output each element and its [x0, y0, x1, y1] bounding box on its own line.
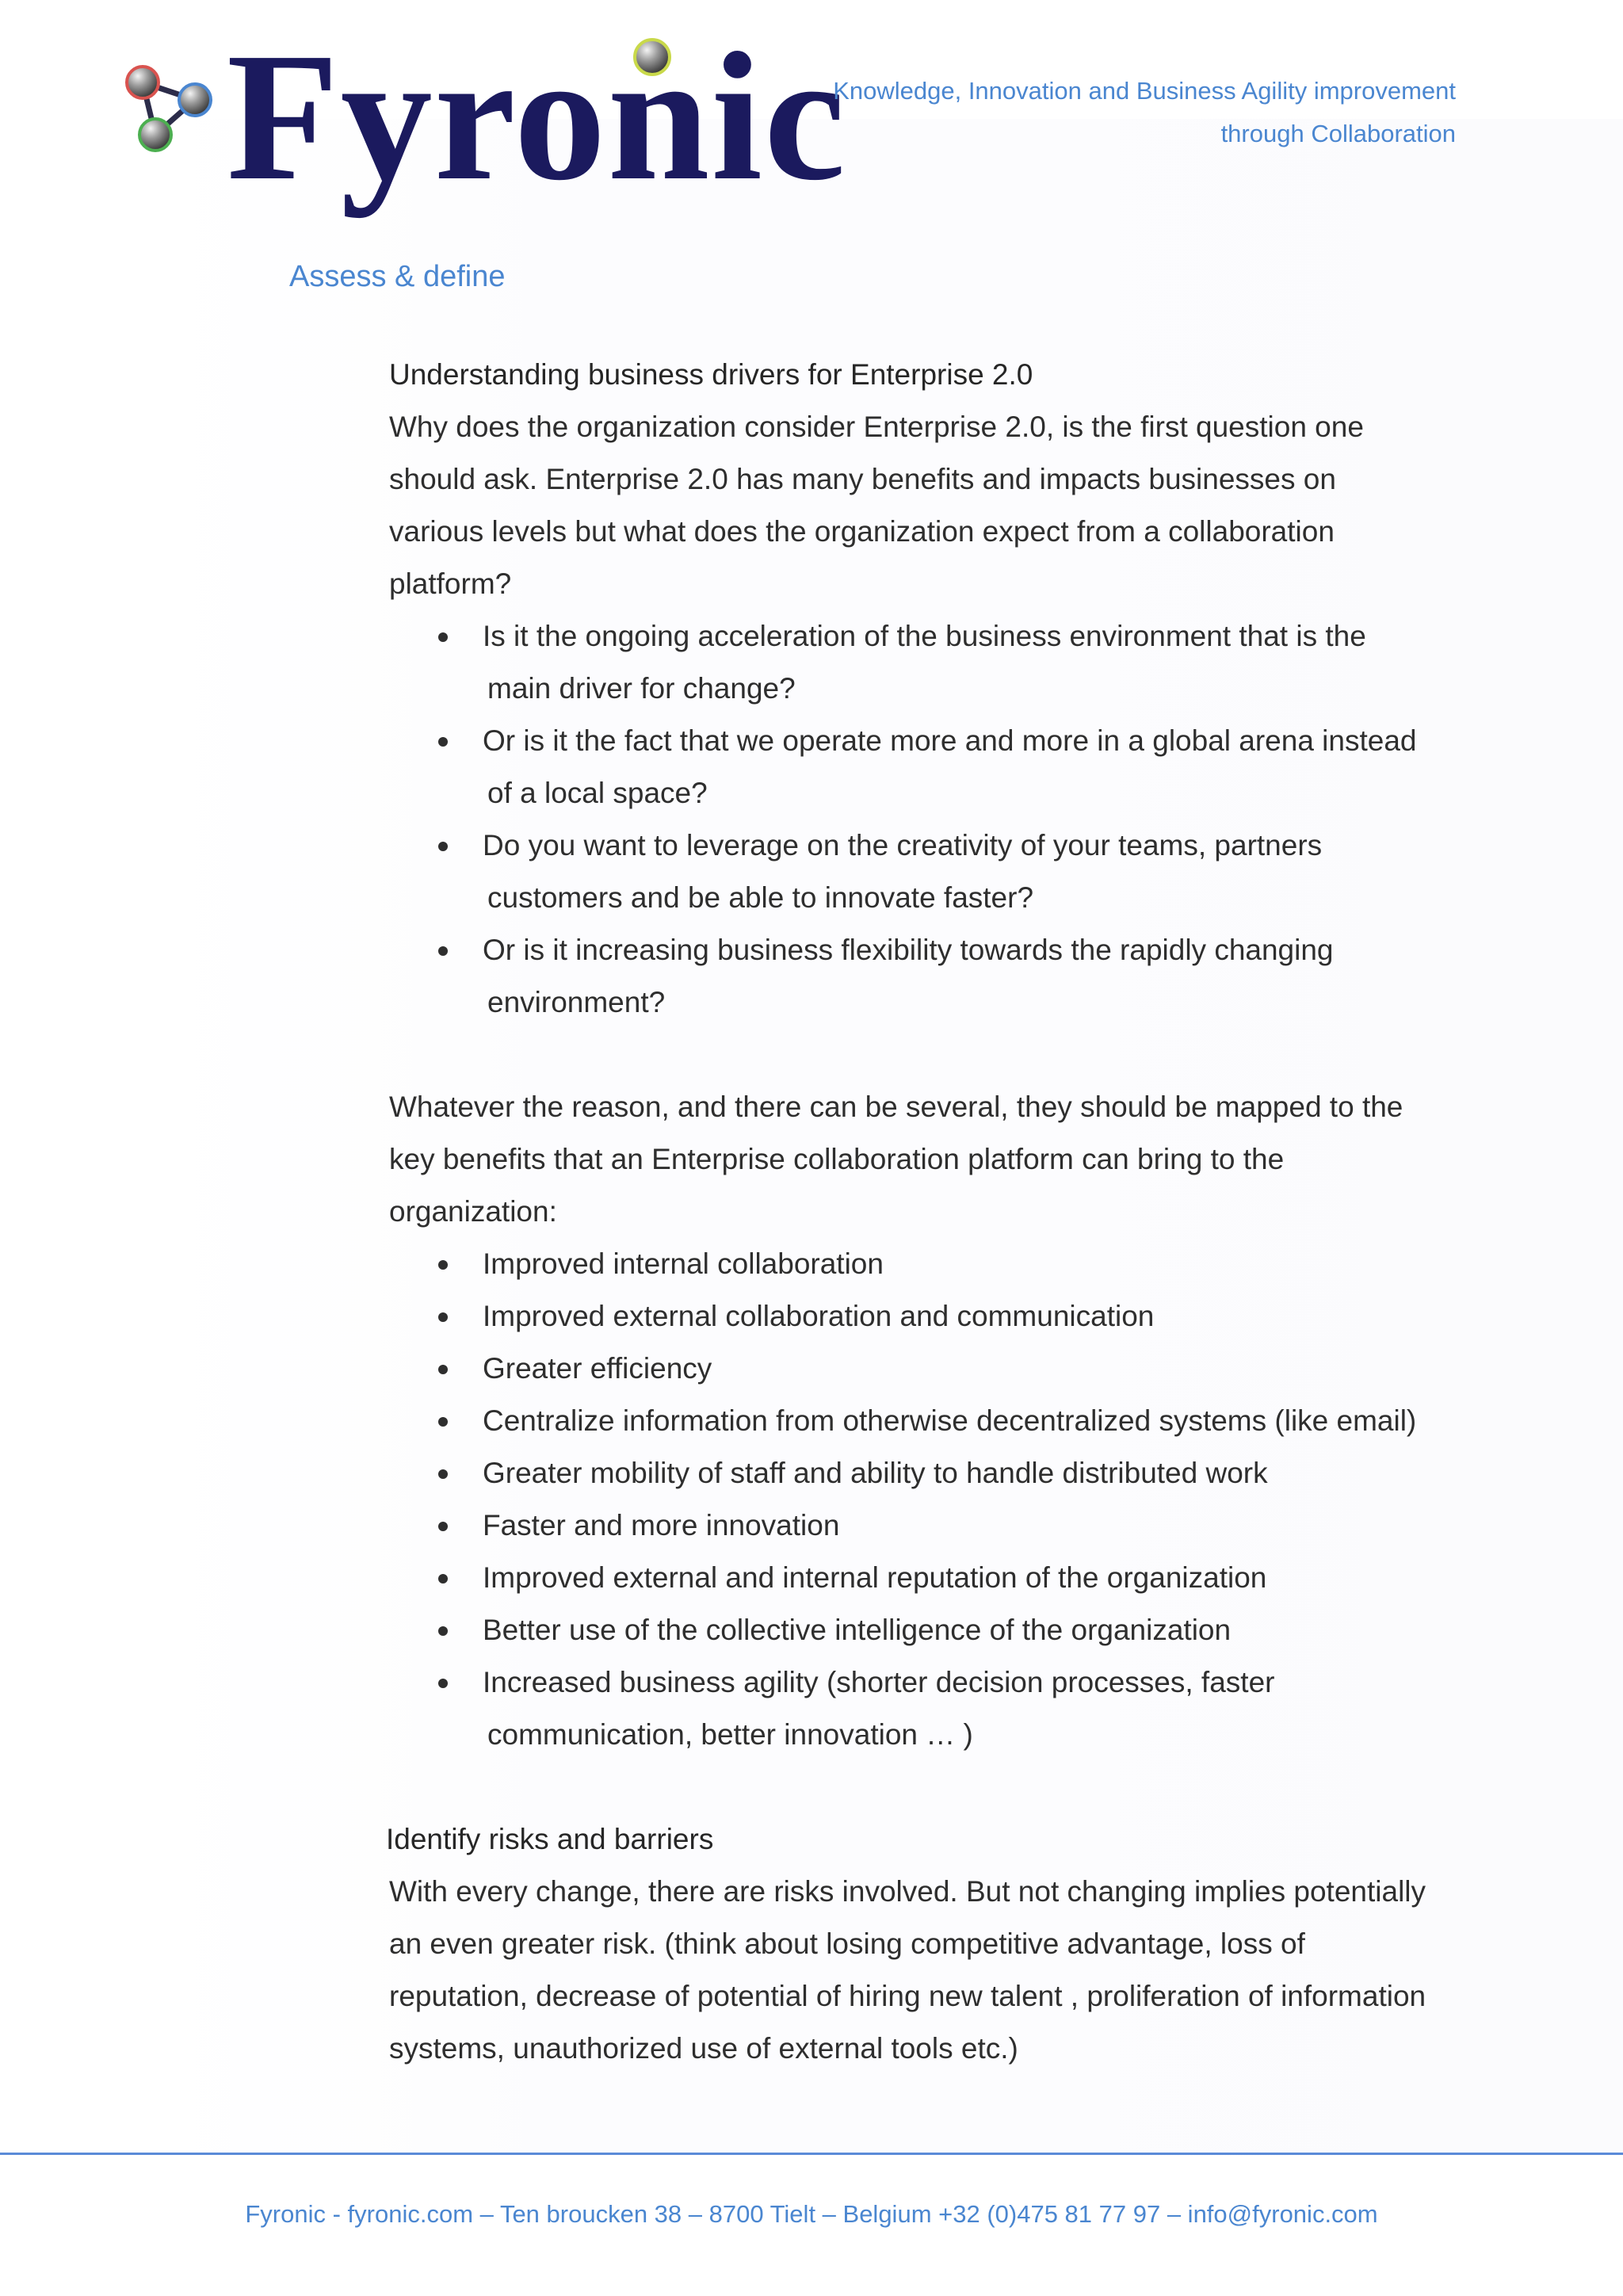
section-title: Assess & define: [289, 260, 506, 293]
drivers-heading: Understanding business drivers for Enterprise 2.0: [389, 358, 1033, 391]
footer-divider: [0, 2153, 1623, 2155]
risks-heading: Identify risks and barriers: [386, 1823, 714, 1855]
paragraph-line: key benefits that an Enterprise collaboration platform can bring to the: [389, 1143, 1285, 1175]
bullet-icon: [438, 842, 448, 851]
logo-wordmark: Fyronic: [227, 15, 847, 219]
bullet-icon: [438, 1365, 448, 1374]
list-item-text: Is it the ongoing acceleration of the business environment that is the: [483, 620, 1366, 652]
benefits-intro: [389, 1081, 1499, 1238]
list-item-text: Improved external and internal reputation of the organization: [483, 1561, 1267, 1594]
paragraph-line: various levels but what does the organization expect from a collaboration: [389, 515, 1335, 548]
bullet-icon: [438, 1260, 448, 1270]
paragraph-line: Whatever the reason, and there can be several, they should be mapped to the: [389, 1091, 1403, 1123]
list-item: [389, 715, 1499, 819]
list-item: [389, 1343, 1499, 1395]
bullet-icon: [438, 1626, 448, 1636]
list-item-text: of a local space?: [487, 777, 708, 809]
drivers-question-list: [389, 610, 1499, 1029]
paragraph-line: reputation, decrease of potential of hiring new talent , proliferation of information: [389, 1980, 1426, 2012]
bullet-icon: [438, 1469, 448, 1479]
list-item: [389, 1395, 1499, 1447]
tagline-line: Knowledge, Innovation and Business Agility improvement: [833, 77, 1456, 105]
list-item-text: Greater mobility of staff and ability to handle distributed work: [483, 1457, 1268, 1489]
list-item: [389, 1499, 1499, 1552]
paragraph-line: should ask. Enterprise 2.0 has many benefits and impacts businesses on: [389, 463, 1336, 495]
list-item-text: communication, better innovation … ): [487, 1718, 973, 1751]
list-item-text: Or is it increasing business flexibility towards the rapidly changing: [483, 934, 1334, 966]
list-item: [389, 1604, 1499, 1656]
bullet-icon: [438, 1679, 448, 1688]
risks-paragraph: [389, 1866, 1499, 2075]
bullet-icon: [438, 737, 448, 747]
bullet-icon: [438, 632, 448, 642]
list-item-text: Or is it the fact that we operate more and more in a global arena instead: [483, 724, 1417, 757]
list-item: [389, 1238, 1499, 1290]
paragraph-line: platform?: [389, 567, 512, 600]
spacer: [389, 1761, 1499, 1813]
list-item-text: customers and be able to innovate faster?: [487, 881, 1034, 914]
list-item: [389, 819, 1499, 924]
tagline: [743, 70, 1456, 155]
list-item-text: Greater efficiency: [483, 1352, 712, 1385]
list-item: [389, 610, 1499, 715]
paragraph-line: systems, unauthorized use of external tools etc.): [389, 2032, 1018, 2065]
bullet-icon: [438, 1574, 448, 1584]
spacer: [389, 1029, 1499, 1081]
paragraph-line: an even greater risk. (think about losing competitive advantage, loss of: [389, 1927, 1305, 1960]
paragraph-line: With every change, there are risks involved. But not changing implies potentially: [389, 1875, 1426, 1908]
list-item-text: Faster and more innovation: [483, 1509, 840, 1541]
list-item: [389, 1290, 1499, 1343]
fyronic-logo: [120, 15, 847, 219]
list-item-text: Do you want to leverage on the creativity of your teams, partners: [483, 829, 1323, 861]
tagline-line: through Collaboration: [1220, 120, 1456, 147]
list-item-text: Increased business agility (shorter decision processes, faster: [483, 1666, 1275, 1698]
footer-contact: Fyronic - fyronic.com – Ten broucken 38 – 8700 Tielt – Belgium +32 (0)475 81 77 97 – info@fyronic.com: [245, 2200, 1378, 2228]
document-body: [386, 349, 1499, 2075]
list-item-text: Centralize information from otherwise decentralized systems (like email): [483, 1404, 1417, 1437]
list-item: [389, 1447, 1499, 1499]
list-item: [389, 924, 1499, 1029]
drivers-intro: [389, 401, 1499, 610]
list-item-text: environment?: [487, 986, 666, 1018]
list-item-text: main driver for change?: [487, 672, 796, 705]
benefits-list: [389, 1238, 1499, 1761]
paragraph-line: organization:: [389, 1195, 557, 1228]
list-item-text: Improved external collaboration and communication: [483, 1300, 1155, 1332]
paragraph-line: Why does the organization consider Enterprise 2.0, is the first question one: [389, 411, 1364, 443]
bullet-icon: [438, 1312, 448, 1322]
bullet-icon: [438, 1417, 448, 1427]
list-item-text: Better use of the collective intelligence of the organization: [483, 1614, 1232, 1646]
list-item: [389, 1656, 1499, 1761]
bullet-icon: [438, 946, 448, 956]
list-item-text: Improved internal collaboration: [483, 1247, 884, 1280]
bullet-icon: [438, 1522, 448, 1531]
list-item: [389, 1552, 1499, 1604]
